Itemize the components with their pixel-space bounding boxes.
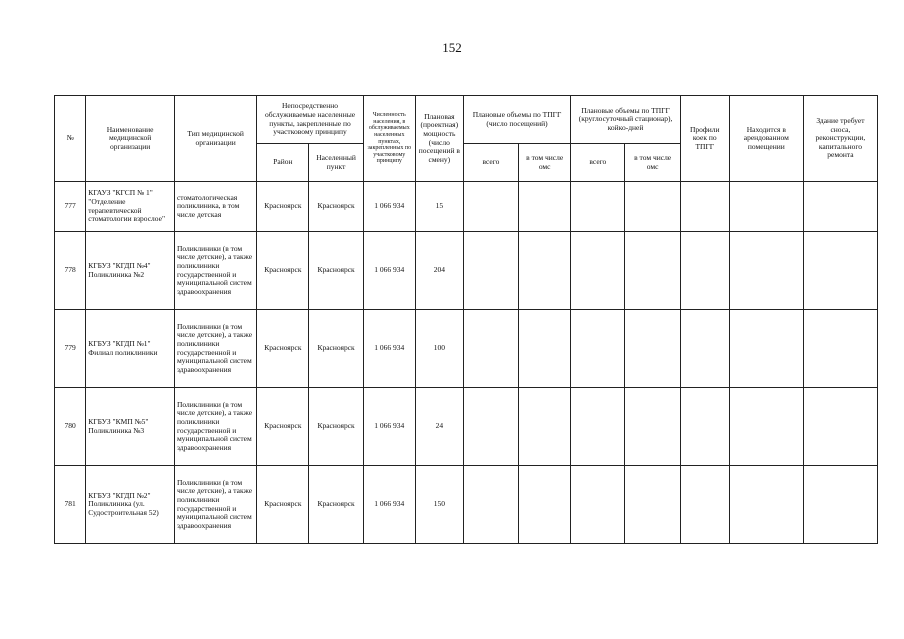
cell-beds-oms bbox=[625, 182, 680, 232]
cell-visits-oms bbox=[519, 466, 571, 544]
cell-visits-total bbox=[463, 310, 518, 388]
header-visits-total: всего bbox=[463, 144, 518, 182]
cell-rented bbox=[729, 232, 803, 310]
cell-beds-oms bbox=[625, 466, 680, 544]
cell-num: 781 bbox=[55, 466, 86, 544]
cell-population: 1 066 934 bbox=[363, 466, 415, 544]
header-org-type: Тип медицинской организации bbox=[174, 96, 256, 182]
cell-capacity: 15 bbox=[415, 182, 463, 232]
cell-capacity: 24 bbox=[415, 388, 463, 466]
header-org-name: Наименование медицинской организации bbox=[86, 96, 175, 182]
cell-beds-total bbox=[571, 232, 625, 310]
header-num: № bbox=[55, 96, 86, 182]
cell-org-type: Поликлиники (в том числе детские), а также поликлиники государственной и муниципальной систем здравоохранения bbox=[174, 466, 256, 544]
cell-population: 1 066 934 bbox=[363, 182, 415, 232]
cell-org-type: Поликлиники (в том числе детские), а также поликлиники государственной и муниципальной систем здравоохранения bbox=[174, 388, 256, 466]
cell-bed-profile bbox=[680, 310, 729, 388]
cell-num: 780 bbox=[55, 388, 86, 466]
cell-num: 778 bbox=[55, 232, 86, 310]
table-row bbox=[55, 388, 878, 466]
cell-beds-oms bbox=[625, 232, 680, 310]
cell-beds-total bbox=[571, 310, 625, 388]
cell-capacity: 204 bbox=[415, 232, 463, 310]
cell-district: Красноярск bbox=[257, 310, 309, 388]
header-visits-oms: в том числе омс bbox=[519, 144, 571, 182]
cell-visits-oms bbox=[519, 232, 571, 310]
cell-district: Красноярск bbox=[257, 388, 309, 466]
cell-org-type: Поликлиники (в том числе детские), а также поликлиники государственной и муниципальной систем здравоохранения bbox=[174, 232, 256, 310]
cell-district: Красноярск bbox=[257, 232, 309, 310]
cell-population: 1 066 934 bbox=[363, 232, 415, 310]
cell-needs-repair bbox=[803, 466, 877, 544]
cell-visits-oms bbox=[519, 182, 571, 232]
cell-rented bbox=[729, 466, 803, 544]
header-district: Район bbox=[257, 144, 309, 182]
cell-visits-total bbox=[463, 232, 518, 310]
cell-bed-profile bbox=[680, 466, 729, 544]
cell-bed-profile bbox=[680, 232, 729, 310]
cell-beds-total bbox=[571, 388, 625, 466]
cell-num: 779 bbox=[55, 310, 86, 388]
cell-rented bbox=[729, 310, 803, 388]
cell-needs-repair bbox=[803, 388, 877, 466]
cell-org-name: КГБУЗ "КГДП №4" Поликлиника №2 bbox=[86, 232, 175, 310]
cell-rented bbox=[729, 388, 803, 466]
cell-district: Красноярск bbox=[257, 182, 309, 232]
cell-beds-oms bbox=[625, 388, 680, 466]
cell-org-name: КГБУЗ "КГДП №1" Филиал поликлиники bbox=[86, 310, 175, 388]
table-row bbox=[55, 232, 878, 310]
cell-beds-total bbox=[571, 466, 625, 544]
table-row bbox=[55, 182, 878, 232]
cell-rented bbox=[729, 182, 803, 232]
header-beds-oms: в том числе омс bbox=[625, 144, 680, 182]
cell-settlement: Красноярск bbox=[309, 182, 363, 232]
cell-visits-total bbox=[463, 182, 518, 232]
cell-visits-total bbox=[463, 466, 518, 544]
header-beds-total: всего bbox=[571, 144, 625, 182]
cell-bed-profile bbox=[680, 182, 729, 232]
cell-population: 1 066 934 bbox=[363, 388, 415, 466]
cell-settlement: Красноярск bbox=[309, 466, 363, 544]
cell-needs-repair bbox=[803, 310, 877, 388]
header-settlements-group: Непосредственно обслуживаемые населенные пункты, закрепленные по участковому принципу bbox=[257, 96, 363, 144]
page-number: 152 bbox=[442, 40, 462, 55]
cell-org-name: КГАУЗ "КГСП № 1" "Отделение терапевтической стоматологии взрослое" bbox=[86, 182, 175, 232]
cell-settlement: Красноярск bbox=[309, 232, 363, 310]
cell-org-type: Поликлиники (в том числе детские), а также поликлиники государственной и муниципальной систем здравоохранения bbox=[174, 310, 256, 388]
header-capacity: Плановая (проектная) мощность (число посещений в смену) bbox=[415, 96, 463, 182]
cell-beds-total bbox=[571, 182, 625, 232]
header-visits-group: Плановые объемы по ТПГГ (число посещений) bbox=[463, 96, 570, 144]
cell-org-type: стоматологическая поликлиника, в том числе детская bbox=[174, 182, 256, 232]
cell-bed-profile bbox=[680, 388, 729, 466]
cell-settlement: Красноярск bbox=[309, 388, 363, 466]
medical-organizations-table bbox=[54, 95, 878, 544]
header-bed-profile: Профили коек по ТПГГ bbox=[680, 96, 729, 182]
table-row bbox=[55, 310, 878, 388]
header-settlement: Населенный пункт bbox=[309, 144, 363, 182]
cell-visits-oms bbox=[519, 388, 571, 466]
cell-visits-total bbox=[463, 388, 518, 466]
cell-capacity: 100 bbox=[415, 310, 463, 388]
cell-population: 1 066 934 bbox=[363, 310, 415, 388]
cell-needs-repair bbox=[803, 232, 877, 310]
cell-capacity: 150 bbox=[415, 466, 463, 544]
header-rented: Находится в арендованном помещении bbox=[729, 96, 803, 182]
cell-org-name: КГБУЗ "КМП №5" Поликлиника №3 bbox=[86, 388, 175, 466]
cell-num: 777 bbox=[55, 182, 86, 232]
cell-settlement: Красноярск bbox=[309, 310, 363, 388]
cell-beds-oms bbox=[625, 310, 680, 388]
cell-org-name: КГБУЗ "КГДП №2" Поликлиника (ул. Судостроительная 52) bbox=[86, 466, 175, 544]
cell-visits-oms bbox=[519, 310, 571, 388]
header-population: Численность населения, в обслуживаемых населенных пунктах, закрепленных по участковому принципу bbox=[363, 96, 415, 182]
cell-district: Красноярск bbox=[257, 466, 309, 544]
cell-needs-repair bbox=[803, 182, 877, 232]
header-needs-repair: Здание требует сноса, реконструкции, капитального ремонта bbox=[803, 96, 877, 182]
table-row bbox=[55, 466, 878, 544]
header-beds-group: Плановые объемы по ТПГГ (круглосуточный стационар), койко-дней bbox=[571, 96, 681, 144]
